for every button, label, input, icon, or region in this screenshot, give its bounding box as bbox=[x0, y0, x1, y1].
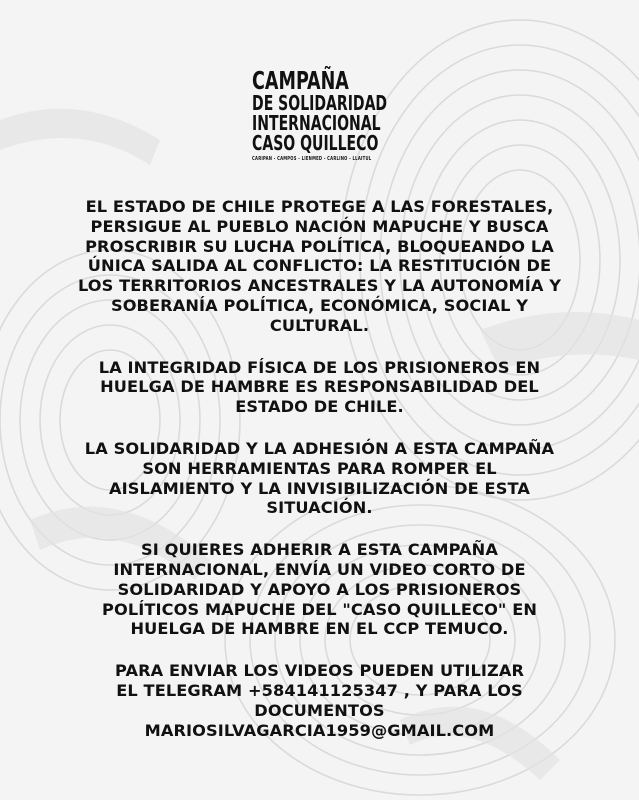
paragraph-line: AISLAMIENTO Y LA INVISIBILIZACIÓN DE ESTA bbox=[109, 478, 530, 498]
paragraph-line: SITUACIÓN. bbox=[266, 498, 373, 518]
paragraph-line: LA SOLIDARIDAD Y LA ADHESIÓN A ESTA CAMPAÑA bbox=[84, 438, 555, 458]
title-line-solidaridad: DE SOLIDARIDAD bbox=[251, 91, 388, 115]
paragraph-contact-info bbox=[50, 661, 589, 740]
paragraph-line: SOLIDARIDAD Y APOYO A LOS PRISIONEROS bbox=[117, 579, 522, 599]
paragraph-line: SON HERRAMIENTAS PARA ROMPER EL bbox=[142, 458, 497, 478]
paragraph-line: LA INTEGRIDAD FÍSICA DE LOS PRISIONEROS EN bbox=[98, 357, 541, 377]
paragraph-line: ÚNICA SALIDA AL CONFLICTO: LA RESTITUCIÓN DE bbox=[87, 256, 552, 276]
statement-body bbox=[50, 197, 589, 762]
title-line-caso-quilleco: CASO QUILLECO bbox=[251, 131, 379, 155]
campaign-title bbox=[252, 68, 387, 164]
paragraph-line: INTERNACIONAL, ENVÍA UN VIDEO CORTO DE bbox=[113, 559, 526, 579]
paragraph-line: PROSCRIBIR SU LUCHA POLÍTICA, BLOQUEANDO LA bbox=[85, 236, 554, 256]
campaign-subtitle-names: CARIPAN - CAMPOS - LIENMED - CARLINO - LLAITUL bbox=[251, 156, 372, 162]
paragraph-join-campaign bbox=[50, 540, 589, 639]
campaign-logo bbox=[0, 68, 639, 164]
paragraph-line: ESTADO DE CHILE. bbox=[235, 397, 404, 417]
paragraph-solidarity bbox=[50, 439, 589, 518]
paragraph-line: EL ESTADO DE CHILE PROTEGE A LAS FORESTALES, bbox=[85, 197, 554, 216]
paragraph-line: CULTURAL. bbox=[269, 315, 370, 335]
email-address: MARIOSILVAGARCIA1959@GMAIL.COM bbox=[144, 720, 495, 740]
title-line-internacional: INTERNACIONAL bbox=[251, 111, 381, 135]
paragraph-line: SOBERANÍA POLÍTICA, ECONÓMICA, SOCIAL Y bbox=[110, 295, 529, 315]
paragraph-line: PARA ENVIAR LOS VIDEOS PUEDEN UTILIZAR bbox=[114, 661, 525, 681]
paragraph-state-protects bbox=[50, 197, 589, 336]
paragraph-physical-integrity bbox=[50, 358, 589, 417]
paragraph-line: PERSIGUE AL PUEBLO NACIÓN MAPUCHE Y BUSCA bbox=[90, 216, 549, 236]
paragraph-line: HUELGA DE HAMBRE ES RESPONSABILIDAD DEL bbox=[100, 377, 539, 397]
paragraph-line: POLÍTICOS MAPUCHE DEL "CASO QUILLECO" EN bbox=[102, 599, 537, 619]
telegram-number-line: EL TELEGRAM +584141125347 , Y PARA LOS bbox=[116, 680, 523, 700]
paragraph-line: LOS TERRITORIOS ANCESTRALES Y LA AUTONOMÍA Y bbox=[77, 276, 562, 296]
paragraph-line: DOCUMENTOS bbox=[254, 700, 385, 720]
title-line-campana: CAMPAÑA bbox=[251, 66, 349, 95]
paragraph-line: SI QUIERES ADHERIR A ESTA CAMPAÑA bbox=[141, 540, 498, 560]
paragraph-line: HUELGA DE HAMBRE EN EL CCP TEMUCO. bbox=[130, 619, 509, 639]
